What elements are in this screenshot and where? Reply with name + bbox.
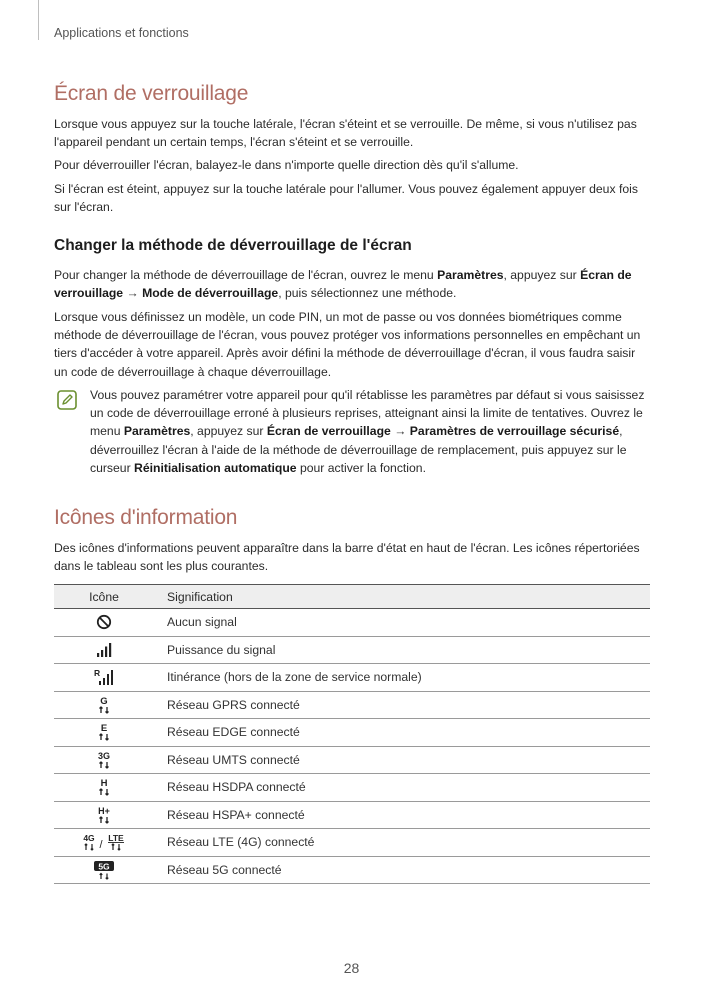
table-row xyxy=(54,609,650,637)
5g-label: 5G xyxy=(98,861,110,872)
info-icons-intro: Des icônes d'informations peuvent apparaître dans la barre d'état en haut de l'écran. Les icônes répertoriées dans le tableau sont les plus courantes. xyxy=(54,541,640,574)
roaming-label: R xyxy=(94,668,101,679)
note-icon xyxy=(57,390,77,410)
table-row xyxy=(54,856,650,884)
row-meaning: Réseau HSPA+ connecté xyxy=(167,807,305,822)
lock-paragraph-1: Lorsque vous appuyez sur la touche latérale, l'écran s'éteint et se verrouille. De même, si vous n'utilisez pas l'appareil pendant un certain temps, l'écran s'éteint et se verrouille. xyxy=(54,117,637,150)
table-row xyxy=(54,636,650,664)
table-row xyxy=(54,691,650,719)
change-unlock-title: Changer la méthode de déverrouillage de l'écran xyxy=(54,237,412,254)
column-header-meaning: Signification xyxy=(167,589,233,604)
hsdpa-label: H xyxy=(100,778,108,790)
icon-separator: / xyxy=(99,839,103,852)
row-meaning: Réseau 5G connecté xyxy=(167,862,282,877)
edge-label: E xyxy=(100,723,108,735)
note-text: Vous pouvez paramétrer votre appareil pour qu'il rétablisse les paramètres par défaut si vous saisissez un code de déverrouillage erroné à plusieurs reprises, atteignant ainsi la limite de tentatives. Ouvrez le menu Paramètres, appuyez sur Écran de verrouillage → Paramètres de verrouillage sécurisé, déverrouillez l'écran à l'aide de la méthode de déverrouillage de remplacement, puis appuyez sur le curseur Réinitialisation automatique pour activer la fonction. xyxy=(90,388,645,475)
lock-paragraph-3: Si l'écran est éteint, appuyez sur la touche latérale pour l'allumer. Vous pouvez également appuyer deux fois sur l'écran. xyxy=(54,182,638,215)
gprs-label: G xyxy=(100,695,108,707)
umts-icon xyxy=(94,750,114,770)
page-number: 28 xyxy=(343,960,360,976)
change-paragraph-2: Lorsque vous définissez un modèle, un code PIN, un mot de passe ou vos données biométriques comme méthode de déverrouillage de l'écran, vous pouvez protéger vos informations personnelles en empêchant un tiers d'accéder à votre appareil. Après avoir défini la méthode de déverrouillage d'écran, il vous faudra saisir un code de déverrouillage à chaque déverrouillage. xyxy=(54,310,641,379)
4g-label: 4G xyxy=(83,833,95,844)
change-paragraph-1: Pour changer la méthode de déverrouillage de l'écran, ouvrez le menu Paramètres, appuyez sur Écran de verrouillage → Mode de déverrouillage, puis sélectionnez une méthode. xyxy=(54,268,632,301)
no-signal-icon xyxy=(96,614,112,630)
row-meaning: Aucun signal xyxy=(167,615,237,630)
margin-rule xyxy=(38,0,39,40)
row-meaning: Réseau HSDPA connecté xyxy=(167,780,306,795)
row-meaning: Réseau LTE (4G) connecté xyxy=(167,835,315,850)
row-meaning: Puissance du signal xyxy=(167,642,276,657)
column-header-icon: Icône xyxy=(89,589,119,604)
row-meaning: Réseau GPRS connecté xyxy=(167,697,300,712)
umts-label: 3G xyxy=(97,750,111,761)
lock-paragraph-2: Pour déverrouiller l'écran, balayez-le dans n'importe quelle direction dès qu'il s'allume. xyxy=(54,158,519,172)
row-meaning: Itinérance (hors de la zone de service normale) xyxy=(167,670,422,685)
table-row xyxy=(54,746,650,774)
edge-icon xyxy=(94,722,114,742)
hsdpa-icon xyxy=(94,777,114,797)
icons-table xyxy=(54,584,650,884)
roaming-icon xyxy=(94,668,114,686)
section-header: Applications et fonctions xyxy=(54,26,189,40)
lte-label: LTE xyxy=(108,833,124,844)
table-row xyxy=(54,664,650,692)
info-icons-title: Icônes d'information xyxy=(54,506,238,529)
gprs-icon xyxy=(94,695,114,715)
signal-strength-icon xyxy=(96,642,112,658)
lock-screen-title: Écran de verrouillage xyxy=(54,82,249,105)
row-meaning: Réseau UMTS connecté xyxy=(167,752,300,767)
row-meaning: Réseau EDGE connecté xyxy=(167,725,300,740)
lte-icon xyxy=(81,832,127,852)
hspa-plus-icon xyxy=(94,805,114,825)
table-row xyxy=(54,801,650,829)
5g-icon xyxy=(93,860,115,880)
hspa-plus-label: H+ xyxy=(98,805,110,816)
table-row xyxy=(54,719,650,747)
table-header-row xyxy=(54,585,650,609)
table-row xyxy=(54,774,650,802)
table-row xyxy=(54,829,650,857)
